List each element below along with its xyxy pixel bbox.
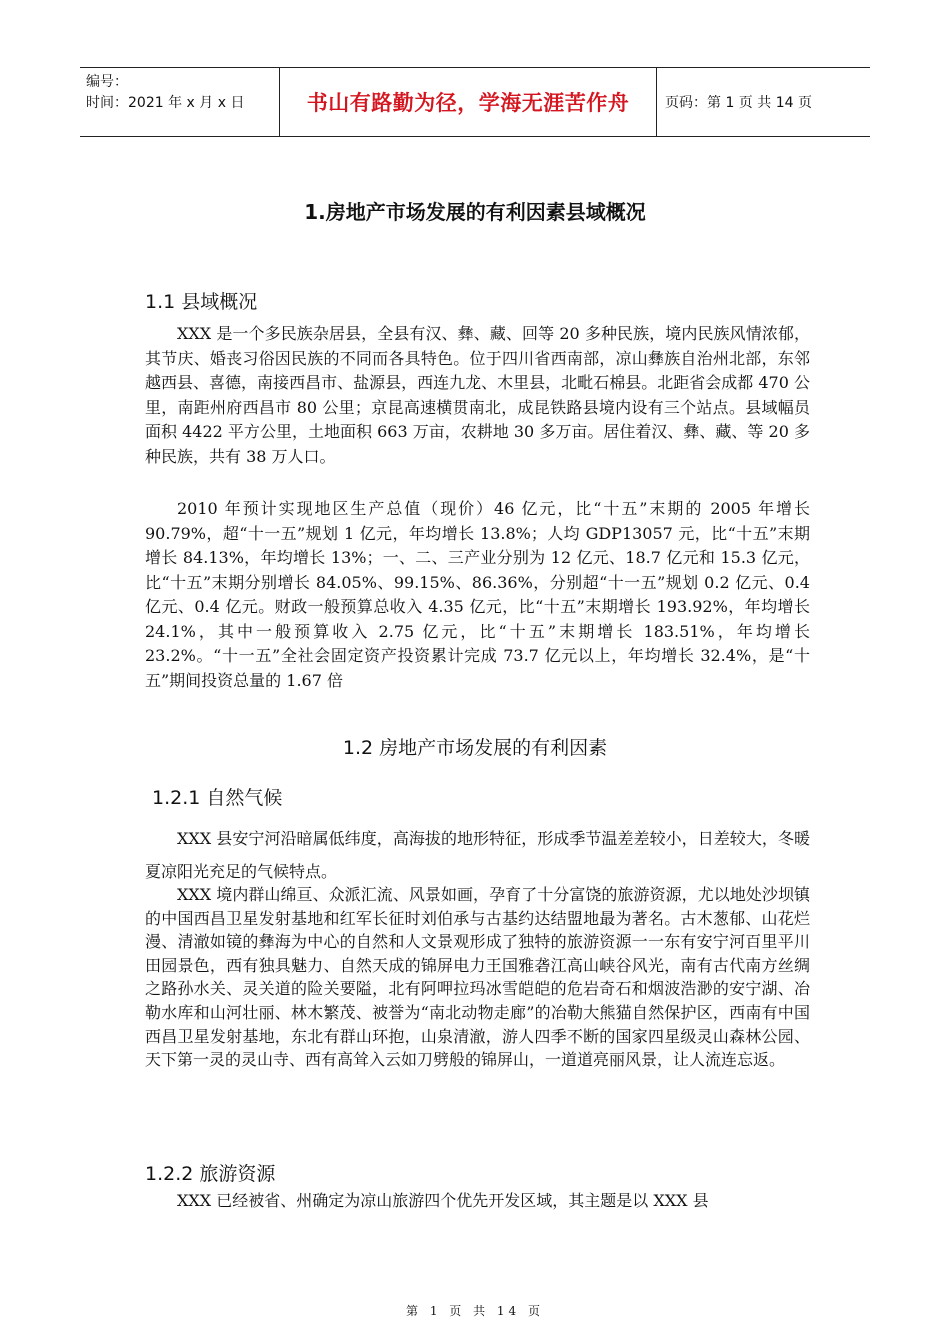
document-title: 1.房地产市场发展的有利因素县域概况 (304, 200, 646, 224)
header-motto-cell (280, 68, 657, 136)
section-heading-1-2: 1.2 房地产市场发展的有利因素 (342, 737, 608, 759)
document-number-label: 编号： (86, 74, 128, 90)
header-page-info: 页码：第 1 页 共 14 页 (665, 95, 812, 111)
section-heading-1-2-2: 1.2.2 旅游资源 (145, 1163, 276, 1185)
paragraph-economy: 2010 年预计实现地区生产总值（现价）46 亿元，比“十五”末期的 2005 年增长 90.79%，超“十一五”规划 1 亿元，年均增长 13.8%；人均 GDP13057 元，比“十五”末期增长 84.13%，年均增长 13%；一、二、三产业分别为 12 亿元、18.7 亿元和 15.3 亿元，比“十五”末期分别增长 84.05%、99.15%、86.36%，分别超“十一五”规划 0.2 亿元、0.4 亿元、0.4 亿元。财政一般预算总收入 4.35 亿元，比“十五”末期增长 193.92%，年均增长 24.1%，其中一般预算收入 2.75 亿元，比“十五”末期增长 183.51%，年均增长 23.2%。“十一五”全社会固定资产投资累计完成 73.7 亿元以上，年均增长 32.4%，是“十五”期间投资总量的 1.67 倍 (145, 499, 810, 690)
section-heading-1-2-1: 1.2.1 自然气候 (152, 787, 283, 809)
header-meta (80, 68, 280, 136)
header-table (80, 67, 870, 137)
header-motto: 书山有路勤为径，学海无涯苦作舟 (306, 91, 630, 115)
paragraph-tourism: XXX 已经被省、州确定为凉山旅游四个优先开发区域，其主题是以 XXX 县 (177, 1191, 709, 1210)
paragraph-scenery: XXX 境内群山绵亘、众派汇流、风景如画，孕育了十分富饶的旅游资源，尤以地处沙坝镇的中国西昌卫星发射基地和红军长征时刘伯承与古基约达结盟地最为著名。古木葱郁、山花烂漫、清澈如镜的彝海为中心的自然和人文景观形成了独特的旅游资源一一东有安宁河百里平川田园景色，西有独具魅力、自然天成的锦屏电力王国雅砻江高山峡谷风光，南有古代南方丝绸之路孙水关、灵关道的险关要隘，北有阿呷拉玛冰雪皑皑的危岩奇石和烟波浩渺的安宁湖、冶勒水库和山河壮丽、林木繁茂、被誉为“南北动物走廊”的冶勒大熊猫自然保护区，西南有中国西昌卫星发射基地，东北有群山环抱，山泉清澈，游人四季不断的国家四星级灵山森林公园、天下第一灵的灵山寺、西有高耸入云如刀劈般的锦屏山，一道道亮丽风景，让人流连忘返。 (145, 885, 810, 1070)
section-heading-1-1: 1.1 县域概况 (145, 291, 258, 313)
paragraph-climate: XXX 县安宁河沿暗属低纬度，高海拔的地形特征，形成季节温差差较小，日差较大，冬暖夏凉阳光充足的气候特点。 (145, 829, 810, 881)
paragraph-county-overview: XXX 是一个多民族杂居县，全县有汉、彝、藏、回等 20 多种民族，境内民族风情浓郁，其节庆、婚丧习俗因民族的不同而各具特色。位于四川省西南部，凉山彝族自治州北部，东邻越西县、喜德，南接西昌市、盐源县，西连九龙、木里县，北毗石棉县。北距省会成都 470 公里，南距州府西昌市 80 公里；京昆高速横贯南北，成昆铁路县境内设有三个站点。县域幅员面积 4422 平方公里，土地面积 663 万亩，农耕地 30 多万亩。居住着汉、彝、藏、等 20 多种民族，共有 38 万人口。 (145, 324, 810, 466)
page-footer: 第 1 页 共 14 页 (406, 1304, 544, 1318)
document-date-label: 时间：2021 年 x 月 x 日 (86, 95, 245, 111)
